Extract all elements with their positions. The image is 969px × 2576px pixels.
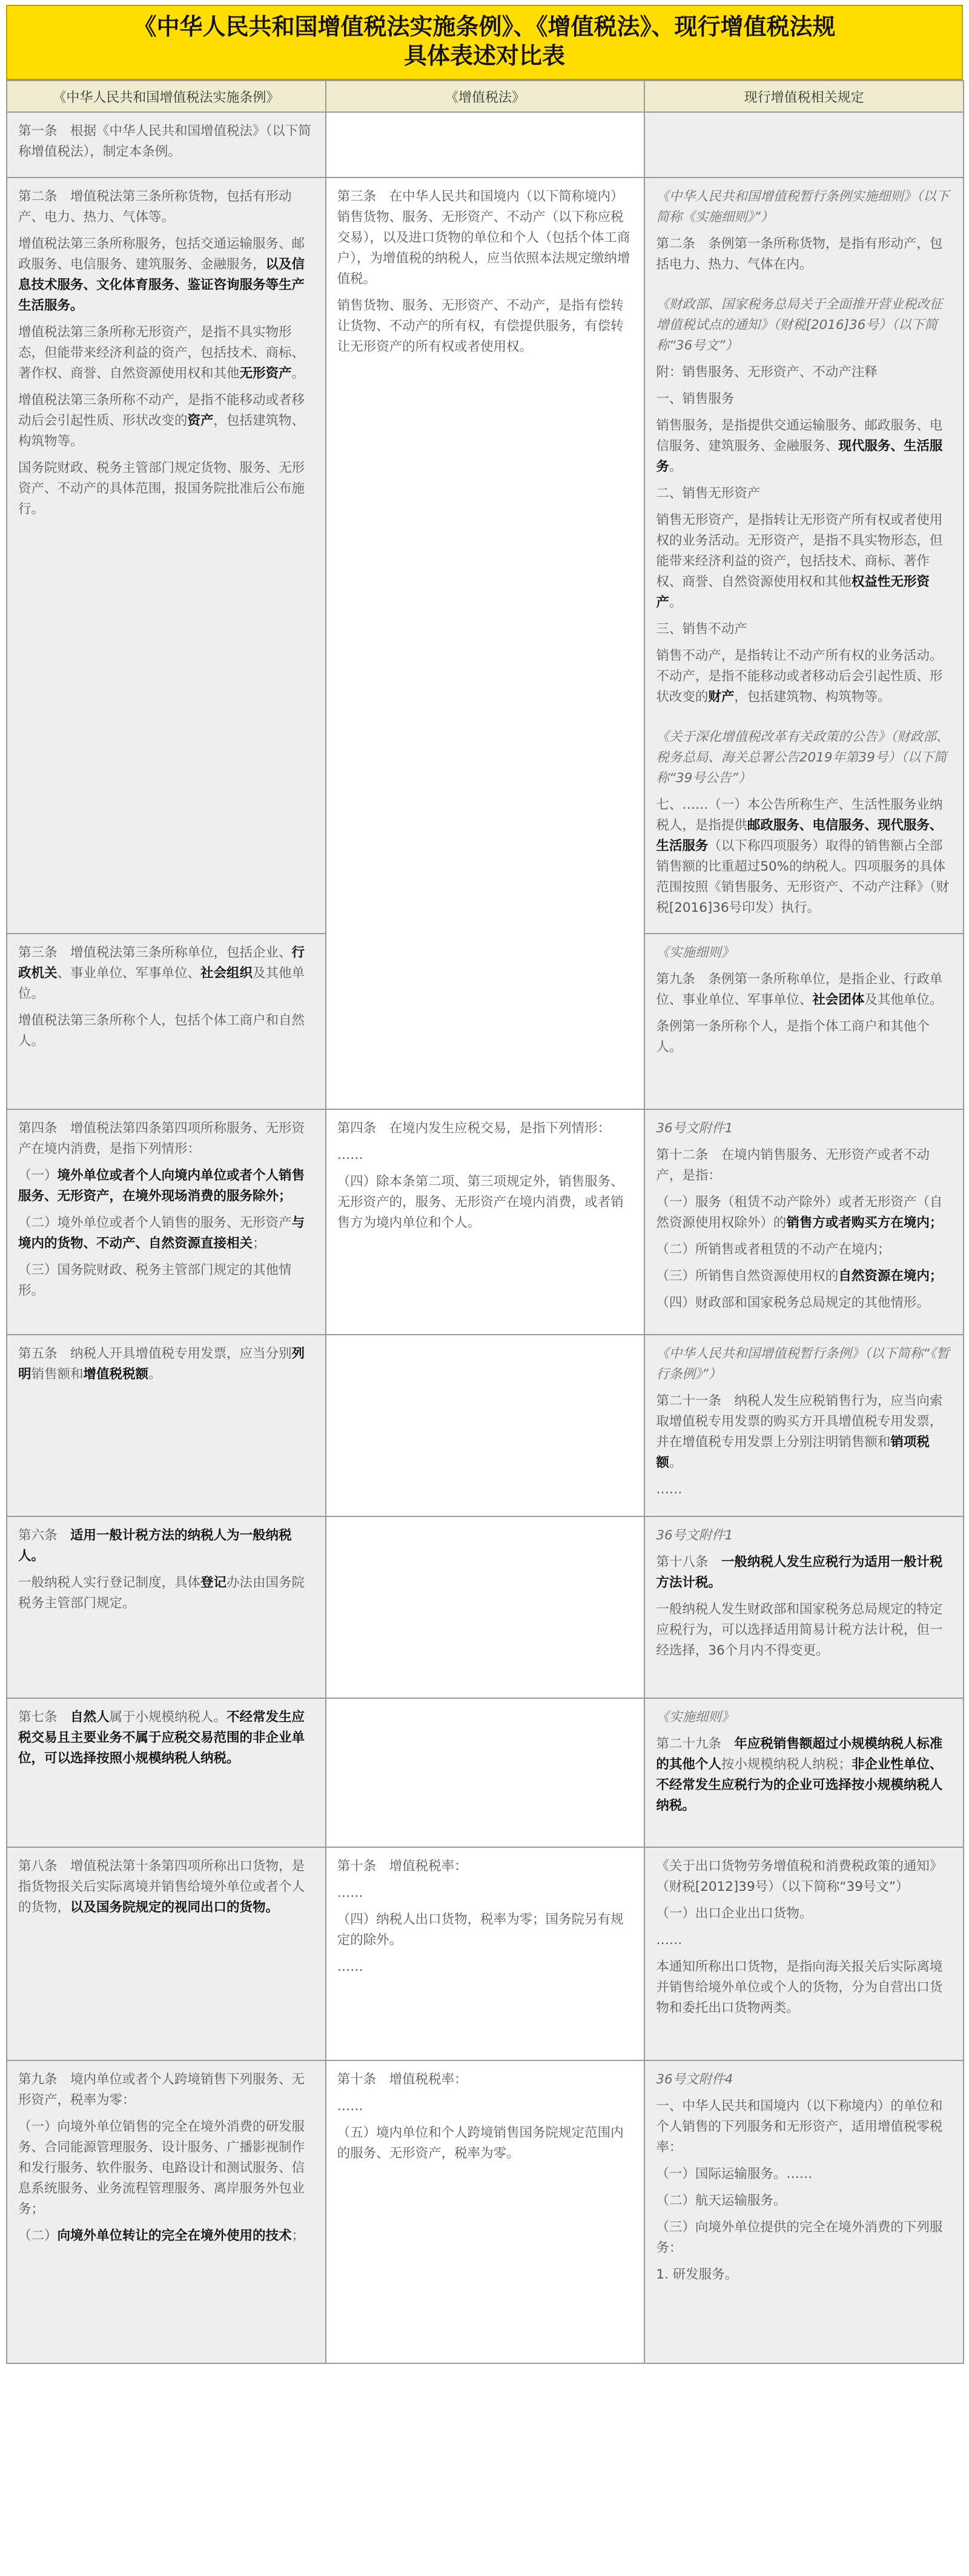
paragraph: [656, 1145, 952, 1186]
text-run: 第十条 增值税税率：: [337, 1859, 468, 1874]
text-run: 第二条 增值税法第三条所称货物，包括有形动产、电力、热力、气体等。: [18, 189, 292, 225]
text-run: 。: [291, 366, 305, 381]
emphasis-text: 资产: [187, 413, 214, 428]
paragraph: [656, 483, 952, 504]
paragraph: [337, 1856, 633, 1877]
paragraph: [656, 1017, 952, 1058]
paragraph: [18, 322, 314, 384]
source-citation: 《中华人民共和国增值税暂行条例实施细则》（以下简称《实施细则》”）: [656, 189, 950, 225]
text-run: 第五条 纳税人开具增值税专用发票，应当分别: [18, 1346, 292, 1361]
emphasis-text: 社会团体: [812, 992, 865, 1007]
paragraph: [337, 2070, 633, 2090]
paragraph: [656, 1904, 952, 1924]
source-citation: 36号文附件1: [656, 1121, 733, 1136]
text-run: 。: [669, 595, 683, 610]
text-run: 附：销售服务、无形资产、不动产注释: [656, 365, 878, 380]
text-run: 销售服务，是指提供交通运输服务、邮政服务、电信服务、建筑服务、金融服务、: [656, 418, 943, 454]
table-row: [7, 2060, 964, 2363]
text-run: （一）服务（租赁不动产除外）或者无形资产（自然资源使用权除外）的: [656, 1195, 943, 1230]
text-run: 第八条 增值税法第十条第四项所称出口货物，是指货物报关后实际离境并销售给境外单位或者个人的货物，: [18, 1859, 305, 1915]
text-run: 一般纳税人发生财政部和国家税务总局规定的特定应税行为，可以选择适用简易计税方法计税，但一经选择，36个月内不得变更。: [656, 1602, 943, 1658]
text-run: 销售无形资产，是指转让无形资产所有权或者使用权的业务活动。无形资产，是指不具实物形态，但能带来经济利益的资产，包括技术、商标、著作权、商誉、自然资源使用权和其他: [656, 513, 943, 589]
paragraph: [656, 1856, 952, 1897]
text-run: 属于小规模纳税人。: [109, 1710, 227, 1725]
text-run: 销售不动产，是指转让不动产所有权的业务活动。不动产，是指不能移动或者移动后会引起性质、形状改变的: [656, 648, 943, 705]
source-citation: 《中华人民共和国增值税暂行条例》（以下简称“《暂行条例》”）: [656, 1346, 950, 1382]
cell-vat-law: [326, 1698, 645, 1847]
emphasis-text: 销项税额: [656, 1435, 930, 1470]
spacer: [656, 714, 952, 727]
text-run: ……: [337, 2099, 363, 2114]
text-run: 第九条 境内单位或者个人跨境销售下列服务、无形资产，税率为零：: [18, 2072, 305, 2108]
cell-implementing-regulations: [7, 112, 326, 178]
title-line-1: 《中华人民共和国增值税法实施条例》、《增值税法》、现行增值税法规: [133, 13, 836, 40]
text-run: 。: [669, 1455, 683, 1470]
text-run: 第三条 增值税法第三条所称单位，包括企业、: [18, 945, 292, 960]
text-run: （一）出口企业出口货物。: [656, 1906, 813, 1921]
text-run: 本通知所称出口货物，是指向海关报关后实际离境并销售给境外单位或个人的货物，分为自营出口货物和委托出口货物两类。: [656, 1959, 943, 2016]
text-run: 一、销售服务: [656, 391, 735, 407]
paragraph: [18, 1344, 314, 1385]
text-run: （以下称四项服务）取得的销售额占全部销售额的比重超过50%的纳税人。四项服务的具体范围按照《销售服务、无形资产、不动产注释》（财税[2016]36号印发）执行。: [656, 838, 950, 915]
emphasis-text: 以及国务院规定的视同出口的货物。: [70, 1900, 279, 1915]
document-title: [6, 5, 963, 80]
table-row: [7, 1698, 964, 1847]
paragraph: [18, 1573, 314, 1614]
paragraph: [656, 795, 952, 918]
paragraph: [656, 510, 952, 613]
emphasis-text: 列明: [18, 1346, 305, 1382]
emphasis-text: 一般纳税人发生应税行为适用一般计税方法计税。: [656, 1555, 943, 1590]
cell-implementing-regulations: [7, 1109, 326, 1335]
paragraph: [656, 416, 952, 477]
text-run: 三、销售不动产: [656, 622, 747, 637]
emphasis-text: 与境内的货物、不动产、自然资源直接相关: [18, 1215, 305, 1251]
text-run: 按小规模纳税人纳税；: [721, 1757, 852, 1772]
cell-current-regulations: [644, 1847, 964, 2060]
emphasis-text: 销售方或者购买方在境内；: [786, 1215, 943, 1230]
text-run: ……: [337, 1147, 363, 1163]
paragraph: [656, 1192, 952, 1233]
cell-vat-law: [326, 1335, 645, 1516]
text-run: ，包括建筑物、构筑物等。: [18, 413, 305, 449]
text-run: 第十条 增值税税率：: [337, 2072, 468, 2087]
text-run: 1. 研发服务。: [656, 2267, 738, 2282]
cell-vat-law: [326, 1516, 645, 1698]
emphasis-text: 以及信息技术服务、文化体育服务、鉴证咨询服务等生产生活服务。: [18, 257, 305, 313]
text-run: 。: [669, 459, 683, 474]
paragraph: [656, 1266, 952, 1287]
cell-implementing-regulations: [7, 2060, 326, 2363]
emphasis-text: 行政机关: [18, 945, 305, 981]
table-body: [7, 112, 964, 2363]
paragraph: [18, 390, 314, 452]
text-run: 第四条 增值税法第四条第四项所称服务、无形资产在境内消费，是指下列情形：: [18, 1121, 305, 1157]
cell-vat-law: [326, 2060, 645, 2363]
paragraph: [18, 943, 314, 1004]
emphasis-text: 财产: [708, 689, 735, 705]
cell-current-regulations: [644, 934, 964, 1109]
paragraph: [337, 1118, 633, 1139]
text-run: 增值税法第三条所称服务，包括交通运输服务、邮政服务、电信服务、建筑服务、金融服务，: [18, 236, 305, 272]
text-run: 第二十九条: [656, 1736, 735, 1751]
emphasis-text: 自然人: [70, 1710, 110, 1725]
cell-current-regulations: [644, 1109, 964, 1335]
paragraph: [337, 187, 633, 290]
emphasis-text: 自然资源在境内；: [838, 1269, 943, 1284]
paragraph: [656, 2096, 952, 2158]
paragraph: [337, 1910, 633, 1951]
text-run: 第二十一条 纳税人发生应税销售行为，应当向索取增值税专用发票的购买方开具增值税专用发票，并在增值税专用发票上分别注明销售额和: [656, 1393, 943, 1450]
emphasis-text: 登记: [200, 1575, 227, 1590]
header-current-regulations: 现行增值税相关规定: [644, 81, 964, 112]
text-run: 销售额和: [31, 1367, 84, 1382]
paragraph: [656, 619, 952, 640]
text-run: 第七条: [18, 1710, 71, 1725]
text-run: 第二条 条例第一条所称货物，是指有形动产，包括电力、热力、气体在内。: [656, 236, 943, 272]
text-run: 第九条 条例第一条所称单位，是指企业、行政单位、事业单位、军事单位、: [656, 972, 943, 1007]
text-run: 。: [148, 1367, 162, 1382]
text-run: 及其他单位。: [864, 992, 943, 1007]
text-run: （四）纳税人出口货物，税率为零；国务院另有规定的除外。: [337, 1912, 624, 1948]
text-run: 七、……（一）本公告所称生产、生活性服务业纳税人，是指提供: [656, 797, 943, 833]
paragraph: [656, 2265, 952, 2285]
text-run: （二）所销售或者租赁的不动产在境内；: [656, 1242, 891, 1257]
comparison-table: [6, 80, 964, 2364]
text-run: （一）国际运输服务。……: [656, 2166, 813, 2182]
text-run: ……: [656, 1933, 683, 1948]
text-run: 及其他单位。: [18, 966, 305, 1001]
paragraph: [18, 1260, 314, 1301]
paragraph: [656, 1479, 952, 1500]
paragraph: [18, 1213, 314, 1254]
header-vat-law: 《增值税法》: [326, 81, 645, 112]
paragraph: [18, 1011, 314, 1052]
paragraph: [656, 969, 952, 1011]
text-run: （二）境外单位或者个人销售的服务、无形资产: [18, 1215, 292, 1230]
emphasis-text: 邮政服务、电信服务、现代服务、生活服务: [656, 818, 943, 854]
table-row: [7, 112, 964, 178]
cell-current-regulations: [644, 112, 964, 178]
paragraph: [18, 121, 314, 162]
header-row: [7, 81, 964, 112]
text-run: 办法由国务院税务主管部门规定。: [18, 1575, 305, 1611]
text-run: ，包括建筑物、构筑物等。: [734, 689, 891, 705]
text-run: （三）国务院财政、税务主管部门规定的其他情形。: [18, 1263, 292, 1298]
text-run: 第四条 在境内发生应税交易，是指下列情形：: [337, 1121, 611, 1136]
table-row: [7, 1109, 964, 1335]
text-run: 国务院财政、税务主管部门规定货物、服务、无形资产、不动产的具体范围，报国务院批准后公布施行。: [18, 460, 305, 517]
emphasis-text: 不经常发生应税交易且主要业务不属于应税交易范围的非企业单位，可以选择按照小规模纳税人纳税。: [18, 1710, 305, 1766]
paragraph: [18, 1856, 314, 1918]
paragraph: [337, 2123, 633, 2164]
cell-vat-law: [326, 112, 645, 178]
paragraph: [656, 646, 952, 708]
source-citation: 《关于深化增值税改革有关政策的公告》（财政部、税务总局、海关总署公告2019年第39号）（以下简称“39号公告”）: [656, 729, 950, 786]
text-run: 二、销售无形资产: [656, 486, 761, 501]
source-citation: 36号文附件4: [656, 2072, 733, 2087]
title-line-2: 具体表述对比表: [403, 42, 565, 69]
text-run: 增值税法第三条所称无形资产，是指不具实物形态，但能带来经济利益的资产，包括技术、商标、著作权、商誉、自然资源使用权和其他: [18, 325, 305, 381]
text-run: 一般纳税人实行登记制度，具体: [18, 1575, 201, 1590]
emphasis-text: 年应税销售额超过小规模纳税人标准的其他个人: [656, 1736, 943, 1772]
cell-current-regulations: [644, 1335, 964, 1516]
paragraph: [337, 1957, 633, 1977]
text-run: ……: [656, 1482, 683, 1497]
paragraph: [656, 1240, 952, 1260]
paragraph: [656, 2164, 952, 2185]
paragraph: [656, 2217, 952, 2259]
cell-implementing-regulations: [7, 934, 326, 1109]
cell-current-regulations: [644, 2060, 964, 2363]
text-run: 条例第一条所称个人，是指个体工商户和其他个人。: [656, 1019, 930, 1055]
text-run: （四）财政部和国家税务总局规定的其他情形。: [656, 1295, 930, 1310]
text-run: （三）向境外单位提供的完全在境外消费的下列服务：: [656, 2220, 943, 2256]
paragraph: [18, 2117, 314, 2220]
cell-current-regulations: [644, 1516, 964, 1698]
paragraph: [656, 1293, 952, 1313]
spacer: [656, 281, 952, 294]
cell-implementing-regulations: [7, 1335, 326, 1516]
header-implementing-regulations: 《中华人民共和国增值税法实施条例》: [7, 81, 326, 112]
text-run: ……: [337, 1885, 363, 1900]
text-run: 《关于出口货物劳务增值税和消费税政策的通知》（财税[2012]39号）（以下简称“39号文”）: [656, 1859, 943, 1894]
text-run: 第三条 在中华人民共和国境内（以下简称境内）销售货物、服务、无形资产、不动产（以下称应税交易），以及进口货物的单位和个人（包括个体工商户），为增值税的纳税人，应当依照本法规定缴纳增值税。: [337, 189, 630, 287]
text-run: 第十二条 在境内销售服务、无形资产或者不动产，是指：: [656, 1147, 930, 1183]
text-run: 第十八条: [656, 1555, 721, 1570]
source-citation: 《实施细则》: [656, 945, 735, 960]
text-run: ；: [291, 2228, 305, 2243]
paragraph: [18, 1525, 314, 1567]
cell-vat-law: [326, 1109, 645, 1335]
paragraph: [18, 458, 314, 520]
emphasis-text: 增值税税额: [83, 1367, 149, 1382]
text-run: （一）: [18, 1168, 58, 1183]
text-run: ……: [337, 1959, 363, 1974]
paragraph: [337, 2096, 633, 2117]
emphasis-text: 权益性无形资产: [656, 574, 930, 610]
text-run: 第六条: [18, 1528, 71, 1543]
paragraph: [656, 2191, 952, 2211]
emphasis-text: 境外单位或者个人向境内单位或者个人销售服务、无形资产，在境外现场消费的服务除外；: [18, 1168, 305, 1204]
cell-current-regulations: [644, 1698, 964, 1847]
paragraph: [656, 1930, 952, 1951]
paragraph: [656, 234, 952, 275]
paragraph: [337, 296, 633, 357]
text-run: 一、中华人民共和国境内（以下称境内）的单位和个人销售的下列服务和无形资产，适用增值税零税率：: [656, 2099, 943, 2155]
source-citation: 《实施细则》: [656, 1710, 735, 1725]
paragraph: [656, 1734, 952, 1816]
emphasis-text: 无形资产: [239, 366, 292, 381]
paragraph: [337, 1883, 633, 1904]
table-row: [7, 1516, 964, 1698]
text-run: ；: [253, 1236, 266, 1251]
cell-vat-law: [326, 178, 645, 1109]
text-run: （二）: [18, 2228, 58, 2243]
text-run: （一）向境外单位销售的完全在境外消费的研发服务、合同能源管理服务、设计服务、广播影视制作和发行服务、软件服务、电路设计和测试服务、信息系统服务、业务流程管理服务、离岸服务外包业务；: [18, 2119, 305, 2217]
paragraph: [18, 1166, 314, 1207]
cell-implementing-regulations: [7, 1847, 326, 2060]
text-run: （四）除本条第二项、第三项规定外，销售服务、无形资产的，服务、无形资产在境内消费，或者销售方为境内单位和个人。: [337, 1174, 624, 1230]
paragraph: [656, 362, 952, 383]
paragraph: [18, 187, 314, 228]
paragraph: [18, 2070, 314, 2111]
source-citation: 《财政部、国家税务总局关于全面推开营业税改征增值税试点的通知》（财税[2016]36号）（以下简称“36号文”）: [656, 297, 943, 353]
table-row: [7, 178, 964, 934]
text-run: （三）所销售自然资源使用权的: [656, 1269, 839, 1284]
paragraph: [656, 389, 952, 410]
paragraph: [337, 1172, 633, 1233]
table-row: [7, 1335, 964, 1516]
source-citation: 36号文附件1: [656, 1528, 733, 1543]
emphasis-text: 社会组织: [200, 966, 253, 981]
paragraph: [18, 1707, 314, 1769]
paragraph: [18, 1118, 314, 1160]
emphasis-text: 非企业性单位、不经常发生应税行为的企业可选择按小规模纳税人纳税。: [656, 1757, 943, 1813]
text-run: 增值税法第三条所称不动产，是指不能移动或者移动后会引起性质、形状改变的: [18, 393, 305, 428]
cell-current-regulations: [644, 178, 964, 934]
paragraph: [656, 1552, 952, 1593]
paragraph: [656, 1599, 952, 1661]
text-run: 第一条 根据《中华人民共和国增值税法》（以下简称增值税法），制定本条例。: [18, 124, 311, 159]
paragraph: [337, 1145, 633, 1166]
cell-implementing-regulations: [7, 1516, 326, 1698]
emphasis-text: 现代服务、生活服务: [656, 439, 943, 474]
cell-implementing-regulations: [7, 178, 326, 934]
cell-implementing-regulations: [7, 1698, 326, 1847]
paragraph: [656, 1391, 952, 1473]
cell-vat-law: [326, 1847, 645, 2060]
paragraph: [18, 234, 314, 316]
emphasis-text: 向境外单位转让的完全在境外使用的技术: [57, 2228, 292, 2243]
text-run: 销售货物、服务、无形资产、不动产，是指有偿转让货物、不动产的所有权，有偿提供服务，有偿转让无形资产的所有权或者使用权。: [337, 298, 624, 354]
paragraph: [656, 1957, 952, 2019]
table-row: [7, 1847, 964, 2060]
text-run: （五）境内单位和个人跨境销售国务院规定范围内的服务、无形资产，税率为零。: [337, 2125, 624, 2161]
paragraph: [18, 2226, 314, 2246]
text-run: （二）航天运输服务。: [656, 2193, 787, 2208]
text-run: 增值税法第三条所称个人，包括个体工商户和自然人。: [18, 1013, 305, 1049]
text-run: 、事业单位、军事单位、: [57, 966, 201, 981]
emphasis-text: 适用一般计税方法的纳税人为一般纳税人。: [18, 1528, 292, 1564]
